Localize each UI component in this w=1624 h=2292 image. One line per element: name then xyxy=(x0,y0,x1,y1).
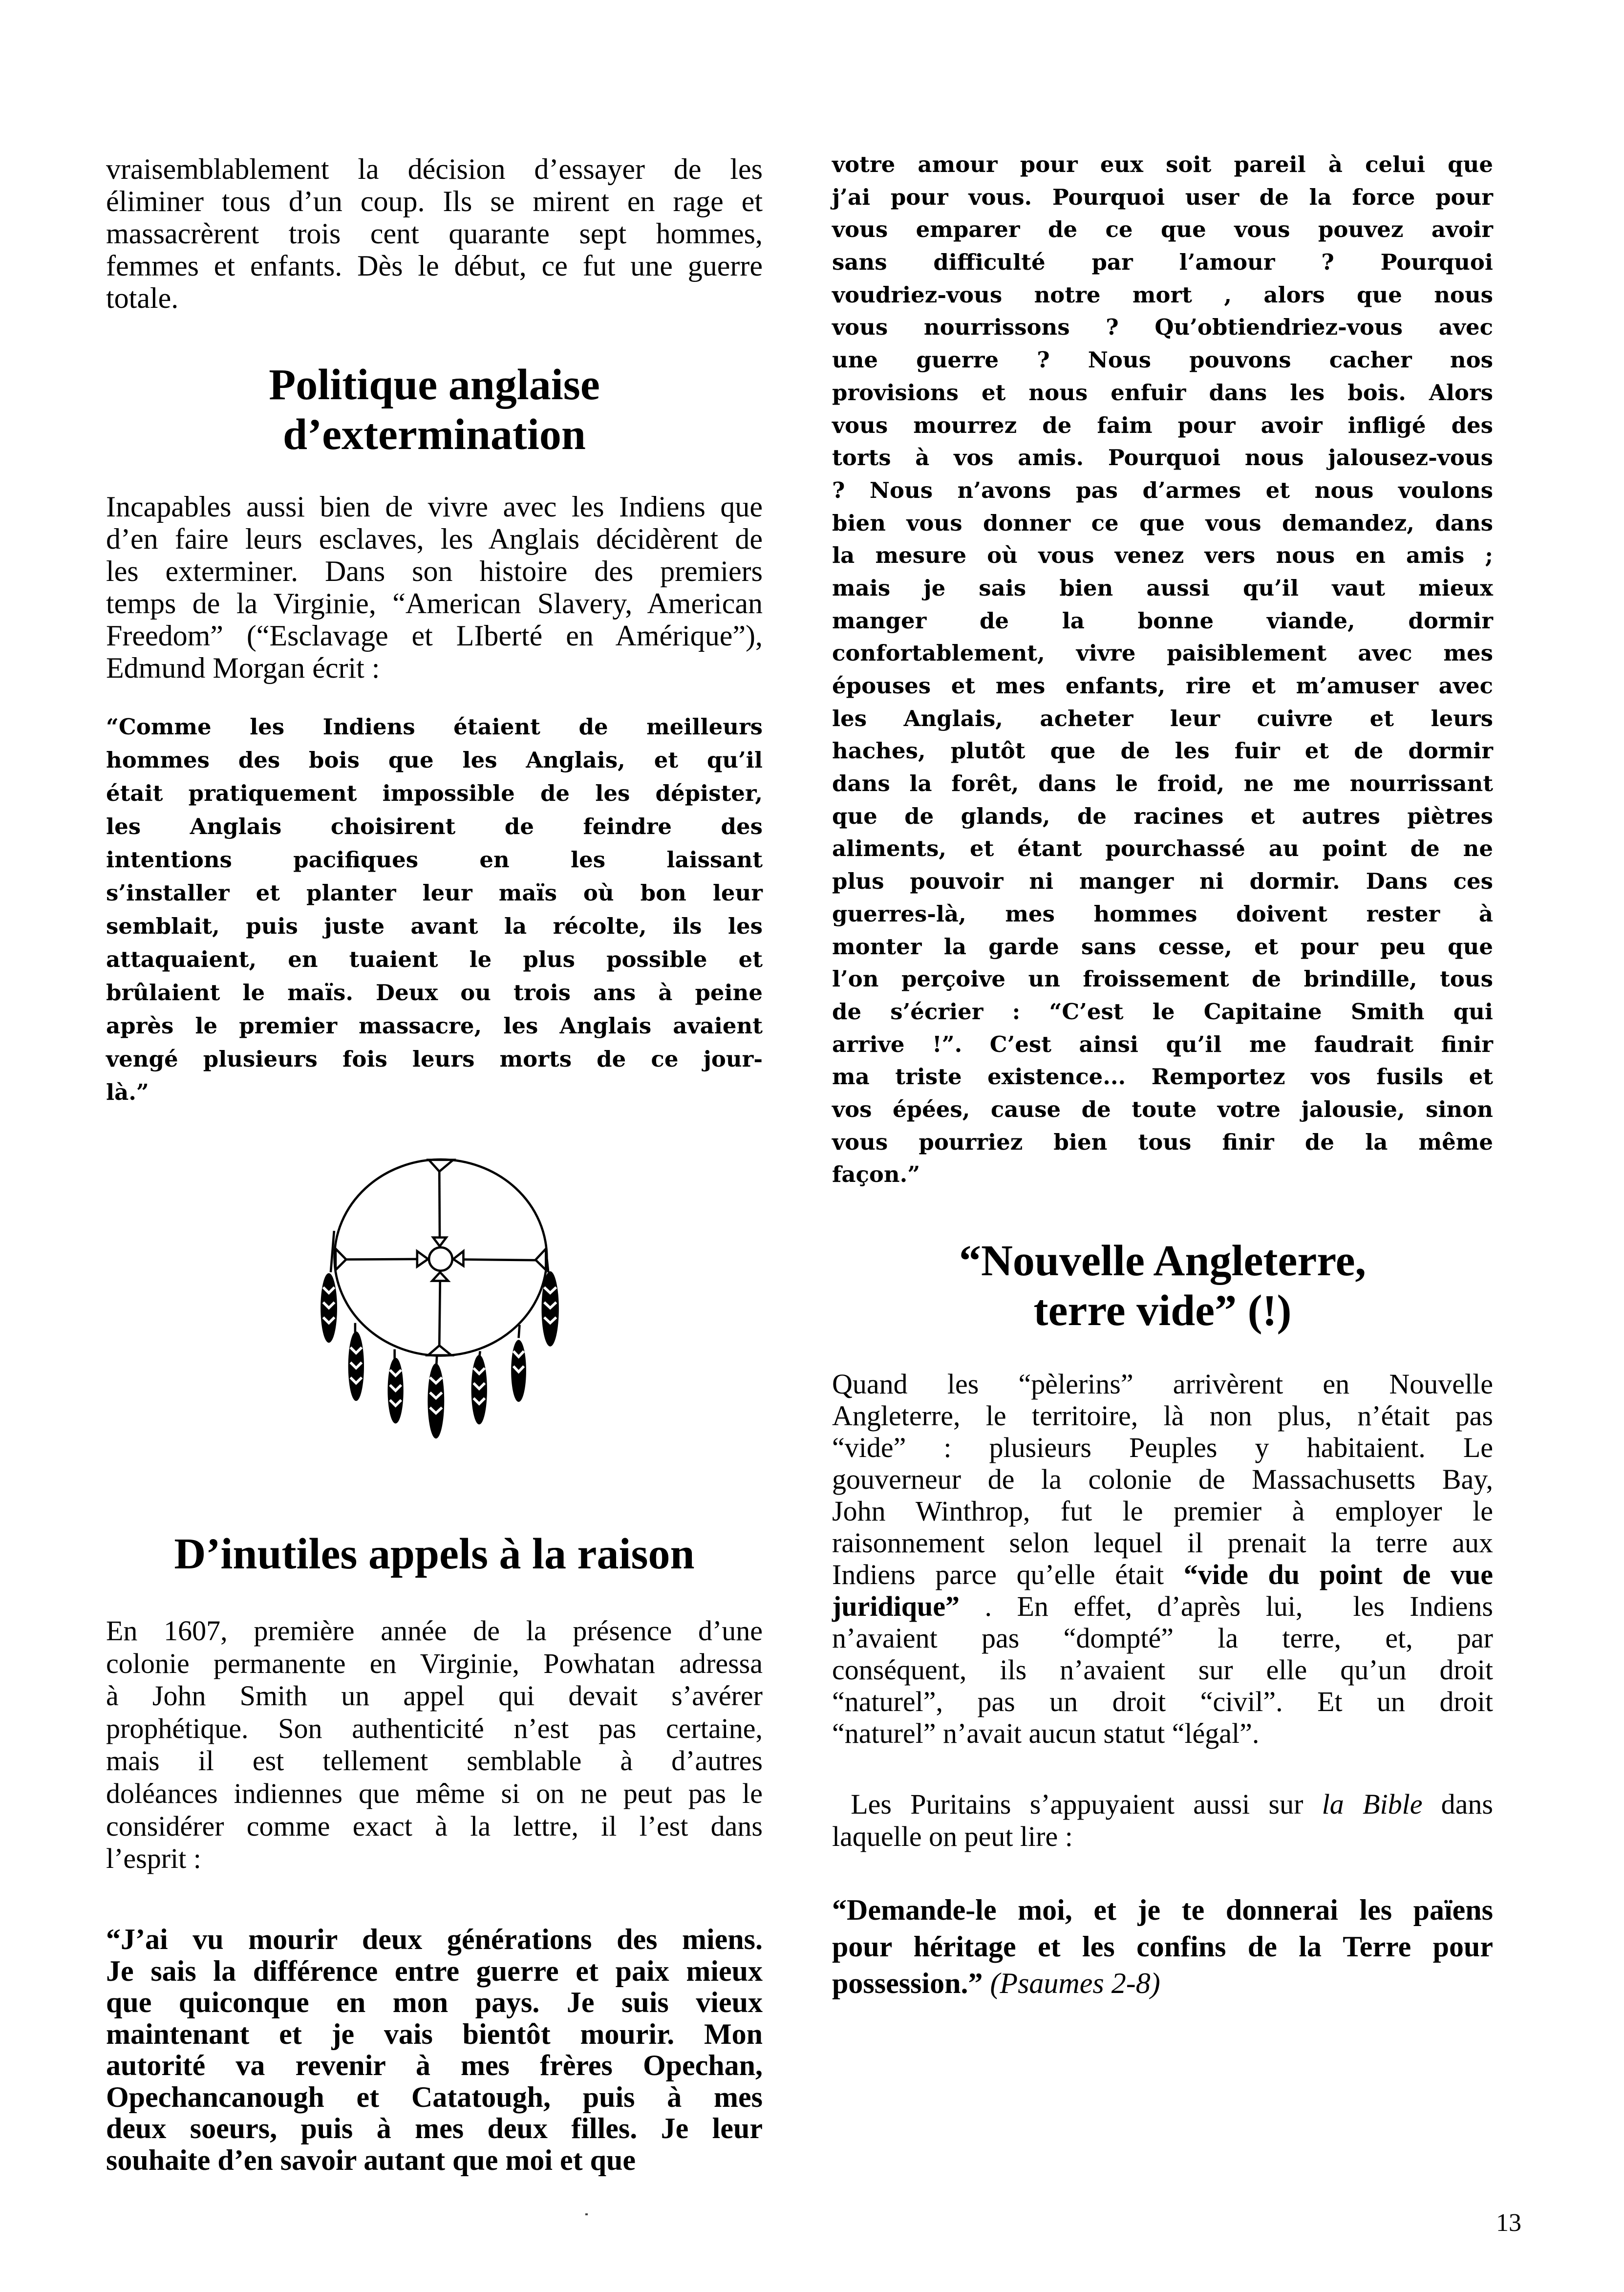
text-line: doléances indiennes que même si on ne peut pas le xyxy=(106,1777,763,1809)
text-line: semblait, puis juste avant la récolte, ils les xyxy=(106,913,763,939)
text-span: Indiens parce qu’elle était xyxy=(832,1559,1184,1590)
triangle-bottom xyxy=(428,1346,451,1355)
bowtie-top xyxy=(433,1238,447,1246)
text-line: Angleterre, le territoire, là non plus, n’était pas xyxy=(832,1400,1493,1432)
text-line: considérer comme exact à la lettre, il l’est dans xyxy=(106,1810,763,1842)
text-line: manger de la bonne viande, dormir xyxy=(832,607,1493,634)
section-heading-nouvelle-angleterre xyxy=(832,1236,1493,1336)
spoke-horizontal-right xyxy=(463,1260,535,1261)
text-line: conséquent, ils n’avaient sur elle qu’un droit xyxy=(832,1654,1493,1686)
text-line: s’installer et planter leur maïs où bon leur xyxy=(106,880,763,906)
text-line: haches, plutôt que de les fuir et de dormir xyxy=(832,738,1493,764)
text-line: monter la garde sans cesse, et pour peu que xyxy=(832,933,1493,960)
bold-text: juridique” xyxy=(832,1590,960,1622)
text-line: colonie permanente en Virginie, Powhatan adressa xyxy=(106,1647,763,1679)
text-line: deux soeurs, puis à mes deux filles. Je leur xyxy=(106,2112,763,2144)
text-line: guerres-là, mes hommes doivent rester à xyxy=(832,900,1493,927)
text-line: plus pouvoir ni manger ni dormir. Dans ces xyxy=(832,868,1493,895)
text-line: “naturel”, pas un droit “civil”. Et un droit xyxy=(832,1686,1493,1717)
text-line: arrive !”. C’est ainsi qu’il me faudrait finir xyxy=(832,1031,1493,1057)
quote-morgan xyxy=(106,710,763,1109)
text-line: que quiconque en mon pays. Je suis vieux xyxy=(106,1986,763,2018)
text-line: que de glands, de racines et autres piètres xyxy=(832,803,1493,829)
bowtie-left xyxy=(417,1251,428,1267)
text-line: brûlaient le maïs. Deux ou trois ans à peine xyxy=(106,980,763,1006)
text-line: John Winthrop, fut le premier à employer le xyxy=(832,1495,1493,1527)
text-line: provisions et nous enfuir dans les bois. Alors xyxy=(832,379,1493,406)
text-line: “naturel” n’avait aucun statut “légal”. xyxy=(832,1717,1260,1749)
feather xyxy=(348,1331,364,1401)
text-line: de s’écrier : “C’est le Capitaine Smith qui xyxy=(832,998,1493,1025)
triangle-left xyxy=(336,1249,346,1270)
text-line xyxy=(832,1590,1493,1622)
heading-line: Politique anglaise xyxy=(269,361,600,409)
text-line: après le premier massacre, les Anglais avaient xyxy=(106,1013,763,1039)
bold-text: possession.” xyxy=(832,1967,990,1999)
page-number: 13 xyxy=(1496,2209,1521,2237)
text-line: n’avaient pas “dompté” la terre, et, par xyxy=(832,1622,1493,1654)
text-line: à John Smith un appel qui devait s’avérer xyxy=(106,1680,763,1712)
spoke-vertical-bottom xyxy=(439,1281,440,1346)
section-heading-politique-anglaise xyxy=(106,360,763,460)
quote-psaumes xyxy=(832,1892,1493,2002)
text-line: vraisemblablement la décision d’essayer de les xyxy=(106,153,763,185)
text-line: massacrèrent trois cent quarante sept hommes, xyxy=(106,217,763,250)
text-line: Freedom” (“Esclavage et LIberté en Amérique”), xyxy=(106,620,763,652)
bold-text: “vide du point de vue xyxy=(1183,1559,1493,1590)
text-line: En 1607, première année de la présence d’une xyxy=(106,1615,763,1647)
text-line: vous pourriez bien tous finir de la même xyxy=(832,1129,1493,1155)
text-line: une guerre ? Nous pouvons cacher nos xyxy=(832,347,1493,373)
text-line xyxy=(832,1559,1493,1590)
paragraph-incapables xyxy=(106,491,763,684)
text-line: votre amour pour eux soit pareil à celui que xyxy=(832,151,1493,177)
dreamcatcher-illustration xyxy=(293,1148,586,1466)
text-line: laquelle on peut lire : xyxy=(832,1821,1073,1852)
text-line: Quand les “pèlerins” arrivèrent en Nouvelle xyxy=(832,1368,1493,1400)
text-line: Incapables aussi bien de vivre avec les Indiens que xyxy=(106,491,763,523)
text-line: confortablement, vivre paisiblement avec mes xyxy=(832,640,1493,666)
scan-speck xyxy=(585,2213,588,2215)
text-line: vous nourrissons ? Qu’obtiendriez-vous avec xyxy=(832,314,1493,341)
text-span: . En effet, d’après lui, les Indiens xyxy=(960,1590,1493,1622)
text-line: d’en faire leurs esclaves, les Anglais décidèrent de xyxy=(106,523,763,555)
text-line: raisonnement selon lequel il prenait la terre aux xyxy=(832,1527,1493,1559)
text-line: Je sais la différence entre guerre et paix mieux xyxy=(106,1954,763,1987)
text-line: là.” xyxy=(106,1079,149,1105)
text-line: autorité va revenir à mes frères Opechan, xyxy=(106,2049,763,2081)
feather-string xyxy=(519,1325,520,1338)
heading-line: d’extermination xyxy=(283,410,586,459)
text-line: “vide” : plusieurs Peuples y habitaient. Le xyxy=(832,1432,1493,1463)
text-line: temps de la Virginie, “American Slavery, American xyxy=(106,587,763,620)
text-line: mais il est tellement semblable à d’autres xyxy=(106,1745,763,1777)
text-line: “J’ai vu mourir deux générations des miens. xyxy=(106,1923,763,1955)
text-line: vous mourrez de faim pour avoir infligé des xyxy=(832,412,1493,438)
text-line: l’on perçoive un froissement de brindille, tous xyxy=(832,966,1493,992)
text-line: souhaite d’en savoir autant que moi et que xyxy=(106,2143,636,2176)
text-line: totale. xyxy=(106,282,179,314)
text-line: prophétique. Son authenticité n’est pas certaine, xyxy=(106,1712,763,1744)
spoke-vertical-top xyxy=(439,1171,440,1238)
bowtie-right xyxy=(453,1251,464,1266)
text-line: était pratiquement impossible de les dépister, xyxy=(106,780,763,806)
text-line xyxy=(832,1965,1493,2002)
text-line: vengé plusieurs fois leurs morts de ce jour- xyxy=(106,1046,763,1072)
italic-text: (Psaumes 2-8) xyxy=(990,1967,1160,1999)
spoke-horizontal-left xyxy=(346,1259,417,1260)
text-line: Opechancanough et Catatough, puis à mes xyxy=(106,2080,763,2113)
text-line: la mesure où vous venez vers nous en amis ; xyxy=(832,542,1493,569)
text-line: dans la forêt, dans le froid, ne me nourrissant xyxy=(832,771,1493,797)
text-span: dans xyxy=(1422,1788,1493,1820)
text-line: vos épées, cause de toute votre jalousie, sinon xyxy=(832,1096,1493,1122)
heading-line: D’inutiles appels à la raison xyxy=(174,1530,695,1578)
quote-powhatan-continued xyxy=(832,149,1493,1191)
text-line: ? Nous n’avons pas d’armes et nous voulons xyxy=(832,477,1493,503)
center-circle xyxy=(429,1247,452,1271)
text-line: “Comme les Indiens étaient de meilleurs xyxy=(106,714,763,740)
text-line: éliminer tous d’un coup. Ils se mirent en rage et xyxy=(106,185,763,217)
text-line: les Anglais, acheter leur cuivre et leurs xyxy=(832,705,1493,731)
paragraph-en-1607 xyxy=(106,1615,763,1875)
text-line: torts à vos amis. Pourquoi nous jalousez-vous xyxy=(832,445,1493,471)
text-line: façon.” xyxy=(832,1161,920,1188)
text-line: intentions pacifiques en les laissant xyxy=(106,847,763,873)
triangle-right xyxy=(535,1249,546,1270)
italic-text: la Bible xyxy=(1322,1788,1423,1820)
text-line: l’esprit : xyxy=(106,1842,201,1875)
bowtie-bottom xyxy=(432,1272,449,1281)
text-line: les Anglais choisirent de feindre des xyxy=(106,814,763,839)
text-line: Edmund Morgan écrit : xyxy=(106,652,380,684)
text-line: vous emparer de ce que vous pouvez avoir xyxy=(832,216,1493,243)
text-line: attaquaient, en tuaient le plus possible et xyxy=(106,946,763,972)
paragraph-pelerins xyxy=(832,1368,1493,1749)
text-line: mais je sais bien aussi qu’il vaut mieux xyxy=(832,575,1493,601)
feather xyxy=(427,1363,444,1438)
text-line xyxy=(832,1788,1493,1821)
text-line: voudriez-vous notre mort , alors que nous xyxy=(832,281,1493,308)
paragraph-puritains xyxy=(832,1788,1493,1853)
text-line: femmes et enfants. Dès le début, ce fut une guerre xyxy=(106,250,763,282)
text-line: bien vous donner ce que vous demandez, dans xyxy=(832,510,1493,536)
intro-paragraph xyxy=(106,153,763,314)
text-line: ma triste existence... Remportez vos fusils et xyxy=(832,1064,1493,1090)
text-line: “Demande-le moi, et je te donnerai les païens xyxy=(832,1894,1493,1926)
text-line: sans difficulté par l’amour ? Pourquoi xyxy=(832,249,1493,276)
heading-line: “Nouvelle Angleterre, xyxy=(959,1237,1367,1285)
heading-line: terre vide” (!) xyxy=(1033,1286,1292,1335)
text-line: gouverneur de la colonie de Massachusetts Bay, xyxy=(832,1463,1493,1495)
text-span: Les Puritains s’appuyaient aussi sur xyxy=(832,1788,1322,1820)
text-line: les exterminer. Dans son histoire des premiers xyxy=(106,555,763,587)
text-line: hommes des bois que les Anglais, et qu’il xyxy=(106,747,763,773)
text-line: j’ai pour vous. Pourquoi user de la force pour xyxy=(832,184,1493,210)
text-line: aliments, et étant pourchassé au point de ne xyxy=(832,835,1493,862)
quote-powhatan xyxy=(106,1924,763,2176)
text-line: pour héritage et les confins de la Terre pour xyxy=(832,1930,1493,1963)
triangle-top xyxy=(429,1160,453,1172)
section-heading-inutiles-appels xyxy=(106,1529,763,1579)
text-line: maintenant et je vais bientôt mourir. Mon xyxy=(106,2017,763,2050)
text-line: épouses et mes enfants, rire et m’amuser avec xyxy=(832,673,1493,699)
